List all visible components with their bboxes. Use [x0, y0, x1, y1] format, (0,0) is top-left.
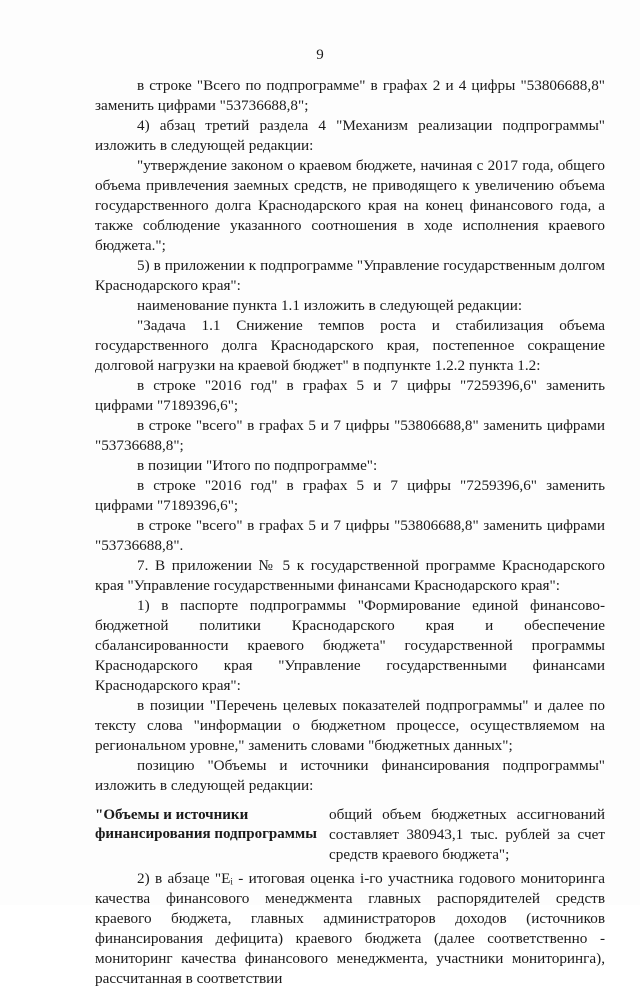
paragraph: в строке "Всего по подпрограмме" в графах 2 и 4 цифры "53806688,8" заменить цифрами "53736688,8"; [95, 77, 605, 114]
paragraph: позицию "Объемы и источники финансирования подпрограммы" изложить в следующей редакции: [95, 757, 605, 794]
paragraph: в позиции "Перечень целевых показателей подпрограммы" и далее по тексту слова "информации о бюджетном процессе, осуществляемом на региональном уровне," заменить словами "бюджетных данных"; [95, 697, 605, 754]
paragraph: в позиции "Итого по подпрограмме": [137, 457, 378, 474]
table-left-cell: "Объемы и источники финансирования подпрограммы [95, 807, 317, 842]
paragraph: в строке "всего" в графах 5 и 7 цифры "53806688,8" заменить цифрами "53736688,8". [95, 517, 605, 554]
paragraph: в строке "всего" в графах 5 и 7 цифры "53806688,8" заменить цифрами "53736688,8"; [95, 417, 605, 454]
paragraph: в строке "2016 год" в графах 5 и 7 цифры "7259396,6" заменить цифрами "7189396,6"; [95, 477, 605, 514]
paragraph: 5) в приложении к подпрограмме "Управление государственным долгом Краснодарского края": [95, 257, 605, 294]
paragraph: 2) в абзаце "Eᵢ - итоговая оценка i-го участника годового мониторинга качества финансового менеджмента главных распорядителей средств краевого бюджета, главных администраторов доходов (источников финансирования дефицита) краевого бюджета (далее соответственно - мониторинг качества финансового менеджмента, участники мониторинга), рассчитанная в соответствии [95, 870, 605, 987]
paragraph: наименование пункта 1.1 изложить в следующей редакции: [137, 297, 523, 314]
paragraph: 4) абзац третий раздела 4 "Механизм реализации подпрограммы" изложить в следующей редакции: [95, 117, 605, 154]
paragraph: "утверждение законом о краевом бюджете, начиная с 2017 года, общего объема привлечения заемных средств, не приводящего к увеличению объема государственного долга Краснодарского края на конец финансового года, а также соблюдение указанного соотношения в ходе исполнения краевого бюджета."; [95, 157, 605, 254]
paragraph: 1) в паспорте подпрограммы "Формирование единой финансово-бюджетной политики Краснодарского края и обеспечение сбалансированности краевого бюджета" государственной программы Краснодарского края "Управление государственными финансами Краснодарского края": [95, 597, 605, 694]
document-body [95, 76, 605, 989]
paragraph: 7. В приложении № 5 к государственной программе Краснодарского края "Управление государственными финансами Краснодарского края": [95, 557, 605, 594]
paragraph: "Задача 1.1 Снижение темпов роста и стабилизация объема государственного долга Краснодарского края, постепенное сокращение долговой нагрузки на краевой бюджет" в подпункте 1.2.2 пункта 1.2: [95, 317, 605, 374]
paragraph: в строке "2016 год" в графах 5 и 7 цифры "7259396,6" заменить цифрами "7189396,6"; [95, 377, 605, 414]
table-right-cell: общий объем бюджетных ассигнований составляет 380943,1 тыс. рублей за счет средств краевого бюджета"; [329, 806, 605, 863]
page-number: 9 [316, 47, 324, 63]
financing-table [95, 805, 605, 865]
